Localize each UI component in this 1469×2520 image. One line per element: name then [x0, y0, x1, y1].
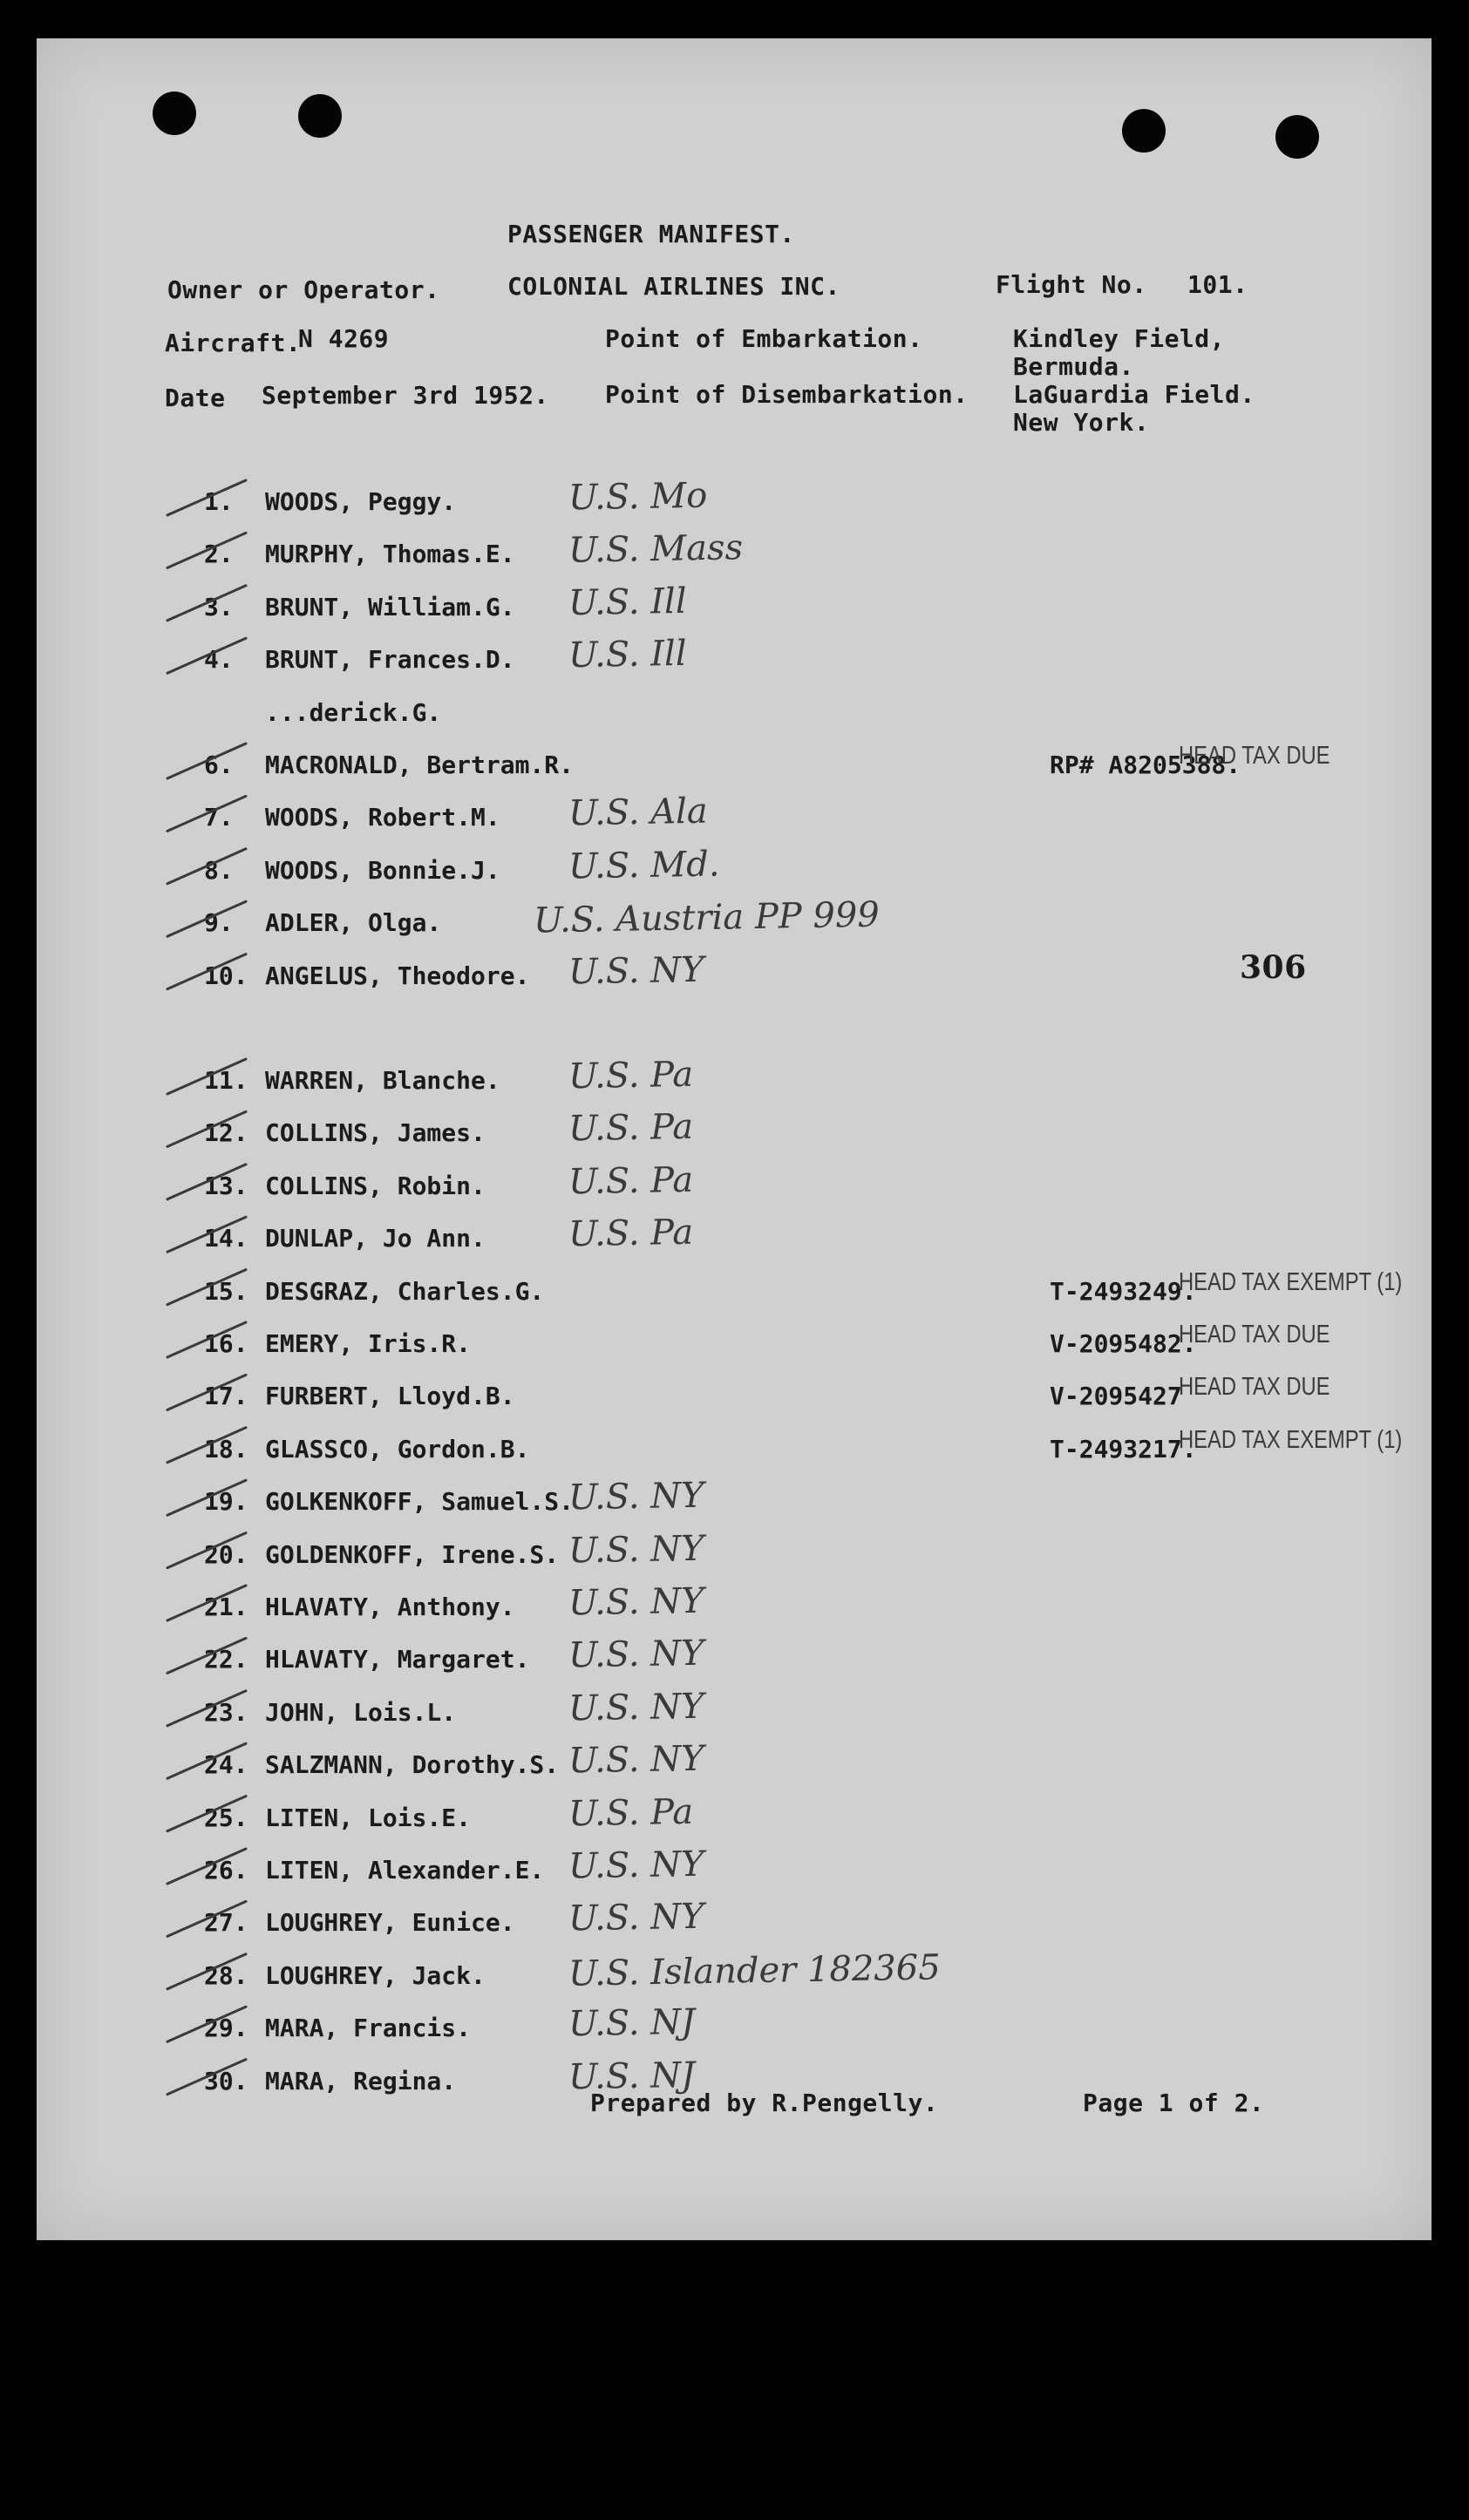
- passenger-name: GOLKENKOFF, Samuel.S.: [265, 1487, 575, 1517]
- margin-number: 306: [1240, 949, 1307, 986]
- handwritten-note: U.S. Pa: [568, 1107, 694, 1150]
- checkmark-stroke: [167, 1270, 246, 1305]
- passenger-name: MURPHY, Thomas.E.: [265, 540, 515, 569]
- aircraft-value: N 4269: [298, 324, 390, 353]
- passport-number: T-2493249.: [1050, 1276, 1197, 1306]
- checkmark-stroke: [167, 1954, 246, 1989]
- checkmark-stroke: [167, 1691, 246, 1726]
- checkmark-stroke: [167, 1059, 246, 1094]
- passenger-number: 24.: [204, 1750, 248, 1780]
- checkmark-stroke: [167, 1165, 246, 1199]
- passenger-name: SALZMANN, Dorothy.S.: [265, 1750, 560, 1780]
- checkmark-stroke: [167, 1901, 246, 1936]
- passenger-name: ANGELUS, Theodore.: [265, 961, 530, 990]
- passenger-number: 26.: [204, 1856, 248, 1885]
- handwritten-note: U.S. NY: [568, 1580, 704, 1624]
- passenger-name: DESGRAZ, Charles.G.: [265, 1276, 545, 1306]
- checkmark-stroke: [167, 2060, 246, 2095]
- passenger-name: EMERY, Iris.R.: [265, 1329, 472, 1358]
- handwritten-note: U.S. Pa: [568, 1054, 694, 1097]
- checkmark-stroke: [167, 480, 246, 515]
- passenger-number: 29.: [204, 2014, 248, 2043]
- checkmark-stroke: [167, 1586, 246, 1620]
- passenger-number: 3.: [204, 592, 234, 622]
- handwritten-note: U.S. NY: [568, 1686, 704, 1729]
- passenger-number: 30.: [204, 2066, 248, 2095]
- page-number: Page 1 of 2.: [1083, 2089, 1265, 2117]
- passenger-name: MACRONALD, Bertram.R.: [265, 751, 575, 779]
- passenger-number: 22.: [204, 1645, 248, 1674]
- handwritten-note: U.S. NJ: [568, 2055, 696, 2097]
- checkmark-stroke: [167, 2007, 246, 2041]
- passenger-name: WARREN, Blanche.: [265, 1066, 500, 1095]
- flight-label: Flight No.: [996, 270, 1147, 299]
- manifest-page: [37, 38, 1432, 2240]
- passenger-number: 7.: [204, 803, 234, 832]
- disembark-value-2: New York.: [1013, 408, 1150, 437]
- passenger-number: 12.: [204, 1118, 248, 1148]
- handwritten-note: U.S. Ala: [568, 791, 709, 834]
- passenger-name: MARA, Francis.: [265, 2014, 472, 2043]
- checkmark-stroke: [167, 1375, 246, 1409]
- pencil-checkmarks: [37, 38, 1432, 2240]
- passport-number: T-2493217.: [1050, 1434, 1197, 1464]
- passenger-number: 14.: [204, 1224, 248, 1253]
- handwritten-note: U.S. NY: [568, 1528, 704, 1571]
- handwritten-note: U.S. Ill: [568, 634, 687, 676]
- checkmark-stroke: [167, 1638, 246, 1673]
- checkmark-stroke: [167, 796, 246, 831]
- owner-label: Owner or Operator.: [167, 275, 440, 304]
- passenger-name: WOODS, Robert.M.: [265, 803, 500, 832]
- checkmark-stroke: [167, 1322, 246, 1357]
- passenger-name: ...derick.G.: [265, 697, 442, 727]
- handwritten-note: U.S. Md.: [568, 844, 720, 887]
- passenger-name: DUNLAP, Jo Ann.: [265, 1224, 486, 1253]
- head-tax-stamp: HEAD TAX DUE: [1179, 1373, 1330, 1402]
- handwritten-note: U.S. NY: [568, 1897, 704, 1939]
- checkmark-stroke: [167, 901, 246, 936]
- passenger-number: 27.: [204, 1908, 248, 1938]
- passenger-name: HLAVATY, Anthony.: [265, 1593, 515, 1621]
- handwritten-note: U.S. Ill: [568, 581, 687, 623]
- handwritten-note: U.S. Pa: [568, 1212, 694, 1255]
- embark-value: Kindley Field,: [1013, 324, 1226, 353]
- disembark-value: LaGuardia Field.: [1013, 380, 1255, 409]
- head-tax-stamp: HEAD TAX DUE: [1179, 742, 1330, 770]
- checkmark-stroke: [167, 1797, 246, 1831]
- checkmark-stroke: [167, 1428, 246, 1463]
- passenger-number: 11.: [204, 1066, 248, 1095]
- passenger-name: FURBERT, Lloyd.B.: [265, 1382, 515, 1411]
- head-tax-stamp: HEAD TAX EXEMPT (1): [1179, 1267, 1403, 1296]
- manifest-title: PASSENGER MANIFEST.: [507, 220, 795, 248]
- handwritten-note: U.S. NY: [568, 1738, 704, 1782]
- handwritten-note: U.S. NJ: [568, 2001, 696, 2045]
- passenger-number: 16.: [204, 1329, 248, 1358]
- checkmark-stroke: [167, 586, 246, 621]
- handwritten-note: U.S. Islander 182365: [568, 1947, 942, 1994]
- checkmark-stroke: [167, 1743, 246, 1778]
- checkmark-stroke: [167, 1533, 246, 1568]
- passenger-number: 20.: [204, 1539, 248, 1569]
- passenger-number: 2.: [204, 540, 234, 569]
- passenger-number: 13.: [204, 1171, 248, 1200]
- checkmark-stroke: [167, 533, 246, 567]
- passenger-number: 18.: [204, 1434, 248, 1464]
- passenger-number: 9.: [204, 908, 234, 938]
- owner-value: COLONIAL AIRLINES INC.: [507, 272, 840, 301]
- passenger-name: GOLDENKOFF, Irene.S.: [265, 1539, 560, 1569]
- passenger-name: LOUGHREY, Eunice.: [265, 1908, 515, 1938]
- handwritten-note: U.S. NY: [568, 949, 704, 992]
- passenger-name: LOUGHREY, Jack.: [265, 1960, 486, 1990]
- handwritten-note: U.S. Mo: [568, 475, 708, 519]
- passenger-number: 23.: [204, 1697, 248, 1727]
- passport-number: V-2095482.: [1050, 1329, 1197, 1358]
- passenger-number: 1.: [204, 487, 234, 516]
- checkmark-stroke: [167, 1480, 246, 1515]
- checkmark-stroke: [167, 1849, 246, 1884]
- passenger-number: 28.: [204, 1960, 248, 1990]
- passenger-number: 25.: [204, 1803, 248, 1832]
- date-value: September 3rd 1952.: [262, 381, 549, 410]
- head-tax-stamp: HEAD TAX EXEMPT (1): [1179, 1425, 1403, 1454]
- passenger-name: GLASSCO, Gordon.B.: [265, 1434, 530, 1464]
- embark-label: Point of Embarkation.: [605, 324, 923, 353]
- passenger-number: 19.: [204, 1487, 248, 1517]
- passenger-name: BRUNT, William.G.: [265, 592, 515, 622]
- handwritten-note: U.S. NY: [568, 1634, 704, 1676]
- checkmark-stroke: [167, 1217, 246, 1252]
- passenger-name: LITEN, Lois.E.: [265, 1803, 472, 1832]
- flight-value: 101.: [1187, 270, 1248, 299]
- passenger-name: COLLINS, Robin.: [265, 1171, 486, 1200]
- passenger-name: WOODS, Bonnie.J.: [265, 855, 500, 885]
- passenger-name: HLAVATY, Margaret.: [265, 1645, 530, 1674]
- handwritten-note: U.S. Mass: [568, 527, 744, 572]
- head-tax-stamp: HEAD TAX DUE: [1179, 1321, 1330, 1348]
- passenger-name: JOHN, Lois.L.: [265, 1697, 457, 1727]
- handwritten-note: U.S. NY: [568, 1475, 704, 1518]
- aircraft-label: Aircraft.: [165, 329, 302, 357]
- passenger-name: BRUNT, Frances.D.: [265, 645, 515, 675]
- passenger-name: ADLER, Olga.: [265, 908, 442, 938]
- passport-number: V-2095427: [1050, 1382, 1182, 1411]
- passenger-number: 17.: [204, 1382, 248, 1411]
- passenger-number: 4.: [204, 645, 234, 675]
- checkmark-stroke: [167, 744, 246, 778]
- date-label: Date: [165, 384, 226, 412]
- checkmark-stroke: [167, 638, 246, 673]
- passenger-number: 8.: [204, 855, 234, 885]
- passenger-number: 6.: [204, 751, 234, 779]
- checkmark-stroke: [167, 849, 246, 884]
- passenger-name: MARA, Regina.: [265, 2066, 457, 2095]
- prepared-by: Prepared by R.Pengelly.: [590, 2089, 939, 2117]
- disembark-label: Point of Disembarkation.: [605, 380, 969, 409]
- handwritten-note: U.S. NY: [568, 1844, 704, 1887]
- passenger-name: COLLINS, James.: [265, 1118, 486, 1148]
- handwritten-note: U.S. Pa: [568, 1159, 694, 1203]
- handwritten-note: U.S. Pa: [568, 1791, 694, 1834]
- handwritten-note: U.S. Austria PP 999: [533, 894, 881, 941]
- passenger-number: 10.: [204, 961, 248, 990]
- passport-number: RP# A8205388.: [1050, 751, 1241, 779]
- passenger-name: LITEN, Alexander.E.: [265, 1856, 545, 1885]
- embark-value-2: Bermuda.: [1013, 352, 1134, 381]
- passenger-number: 21.: [204, 1593, 248, 1621]
- passenger-number: 15.: [204, 1276, 248, 1306]
- checkmark-stroke: [167, 1111, 246, 1146]
- checkmark-stroke: [167, 954, 246, 989]
- passenger-name: WOODS, Peggy.: [265, 487, 457, 516]
